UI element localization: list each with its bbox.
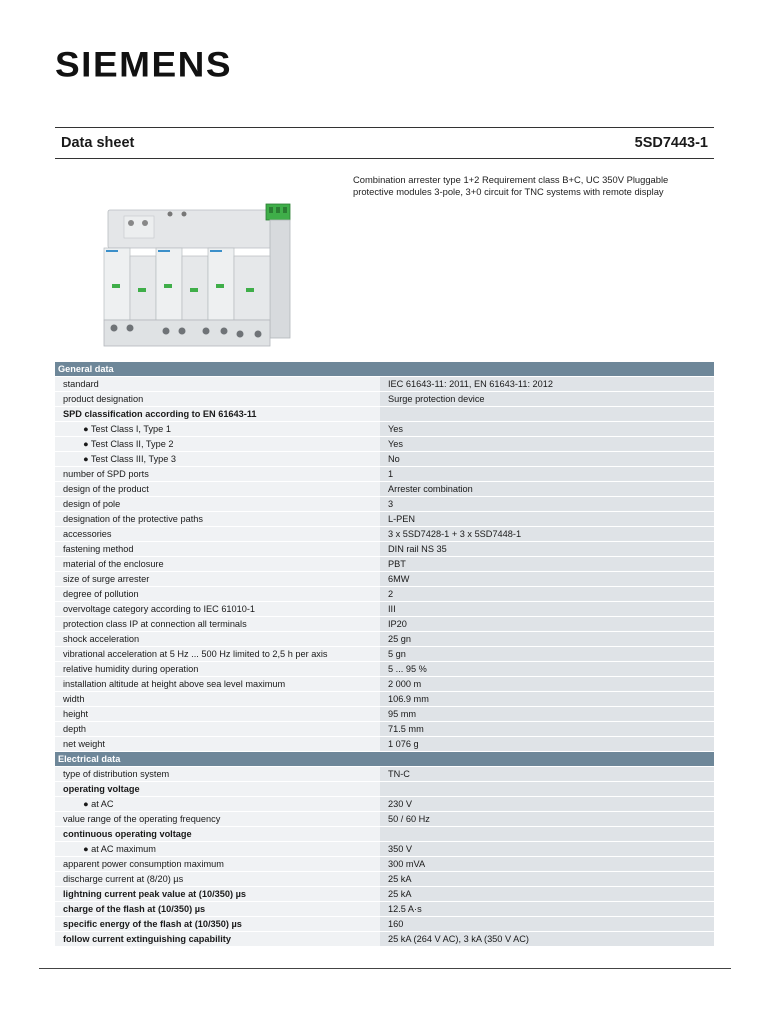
footer-divider xyxy=(39,968,731,969)
spec-label: charge of the flash at (10/350) µs xyxy=(55,902,380,916)
spec-value: 1 076 g xyxy=(380,737,714,751)
table-row xyxy=(55,527,714,541)
spec-label: height xyxy=(55,707,380,721)
spec-label: ● Test Class I, Type 1 xyxy=(55,422,380,436)
spec-label: fastening method xyxy=(55,542,380,556)
table-row xyxy=(55,812,714,826)
spec-value: 106.9 mm xyxy=(380,692,714,706)
spec-value: 5 ... 95 % xyxy=(380,662,714,676)
table-row xyxy=(55,407,714,421)
spec-value: 25 gn xyxy=(380,632,714,646)
spec-value: 12.5 A·s xyxy=(380,902,714,916)
table-row xyxy=(55,707,714,721)
table-row xyxy=(55,797,714,811)
table-row xyxy=(55,827,714,841)
spec-value: 230 V xyxy=(380,797,714,811)
spec-value: 25 kA xyxy=(380,872,714,886)
spec-label: width xyxy=(55,692,380,706)
spec-label: shock acceleration xyxy=(55,632,380,646)
spec-label: ● at AC maximum xyxy=(55,842,380,856)
product-image xyxy=(100,200,300,360)
spec-value: No xyxy=(380,452,714,466)
spec-label: relative humidity during operation xyxy=(55,662,380,676)
spec-value: III xyxy=(380,602,714,616)
spec-label: design of the product xyxy=(55,482,380,496)
spec-value: 3 x 5SD7428-1 + 3 x 5SD7448-1 xyxy=(380,527,714,541)
spec-value: L-PEN xyxy=(380,512,714,526)
table-row xyxy=(55,392,714,406)
spec-value xyxy=(380,407,714,421)
spec-value: Yes xyxy=(380,422,714,436)
spec-label: specific energy of the flash at (10/350) µs xyxy=(55,917,380,931)
spec-value: 95 mm xyxy=(380,707,714,721)
spec-value: 5 gn xyxy=(380,647,714,661)
spec-value: Yes xyxy=(380,437,714,451)
table-row xyxy=(55,932,714,946)
spec-value: 2 000 m xyxy=(380,677,714,691)
table-row xyxy=(55,887,714,901)
spec-value: 2 xyxy=(380,587,714,601)
table-row xyxy=(55,737,714,751)
spec-value: 25 kA xyxy=(380,887,714,901)
table-row xyxy=(55,842,714,856)
spec-value: IEC 61643-11: 2011, EN 61643-11: 2012 xyxy=(380,377,714,391)
spec-value: 71.5 mm xyxy=(380,722,714,736)
spec-label: installation altitude at height above sea level maximum xyxy=(55,677,380,691)
table-row xyxy=(55,602,714,616)
spec-label: lightning current peak value at (10/350) µs xyxy=(55,887,380,901)
table-row xyxy=(55,902,714,916)
spec-table xyxy=(55,361,714,947)
spec-label: material of the enclosure xyxy=(55,557,380,571)
spec-value xyxy=(380,782,714,796)
spec-label: product designation xyxy=(55,392,380,406)
table-row xyxy=(55,512,714,526)
spec-label: apparent power consumption maximum xyxy=(55,857,380,871)
spec-label: ● Test Class II, Type 2 xyxy=(55,437,380,451)
spec-value: IP20 xyxy=(380,617,714,631)
spec-label: discharge current at (8/20) µs xyxy=(55,872,380,886)
spec-value: 25 kA (264 V AC), 3 kA (350 V AC) xyxy=(380,932,714,946)
spec-value xyxy=(380,827,714,841)
spec-value: 3 xyxy=(380,497,714,511)
spec-value: Surge protection device xyxy=(380,392,714,406)
table-row xyxy=(55,617,714,631)
table-row xyxy=(55,692,714,706)
spec-label: net weight xyxy=(55,737,380,751)
spec-label: type of distribution system xyxy=(55,767,380,781)
spec-value: 300 mVA xyxy=(380,857,714,871)
table-row xyxy=(55,377,714,391)
spec-label: vibrational acceleration at 5 Hz ... 500 Hz limited to 2,5 h per axis xyxy=(55,647,380,661)
spec-value: 50 / 60 Hz xyxy=(380,812,714,826)
spec-label: number of SPD ports xyxy=(55,467,380,481)
table-row xyxy=(55,587,714,601)
spec-value: TN-C xyxy=(380,767,714,781)
table-row xyxy=(55,482,714,496)
table-row xyxy=(55,782,714,796)
section-title: General data xyxy=(55,362,714,376)
table-row xyxy=(55,437,714,451)
spec-label: overvoltage category according to IEC 61010-1 xyxy=(55,602,380,616)
spec-label: ● at AC xyxy=(55,797,380,811)
table-row xyxy=(55,857,714,871)
spec-value: Arrester combination xyxy=(380,482,714,496)
spec-label: continuous operating voltage xyxy=(55,827,380,841)
section-title: Electrical data xyxy=(55,752,714,766)
spec-label: value range of the operating frequency xyxy=(55,812,380,826)
spec-value: 6MW xyxy=(380,572,714,586)
table-row xyxy=(55,542,714,556)
table-row xyxy=(55,497,714,511)
table-row xyxy=(55,467,714,481)
table-row xyxy=(55,917,714,931)
table-row xyxy=(55,662,714,676)
part-number: 5SD7443-1 xyxy=(634,135,708,151)
spec-value: 160 xyxy=(380,917,714,931)
table-row xyxy=(55,872,714,886)
doc-type-title: Data sheet xyxy=(61,135,135,151)
spec-label: accessories xyxy=(55,527,380,541)
siemens-logo: SIEMENS xyxy=(55,45,233,84)
spec-label: design of pole xyxy=(55,497,380,511)
title-bar xyxy=(55,127,714,159)
table-row xyxy=(55,422,714,436)
table-row xyxy=(55,572,714,586)
spec-label: protection class IP at connection all terminals xyxy=(55,617,380,631)
section-header xyxy=(55,362,714,376)
spec-label: follow current extinguishing capability xyxy=(55,932,380,946)
spec-label: size of surge arrester xyxy=(55,572,380,586)
table-row xyxy=(55,677,714,691)
spec-value: 350 V xyxy=(380,842,714,856)
product-description: Combination arrester type 1+2 Requirement class B+C, UC 350V Pluggable protective modules 3-pole, 3+0 circuit for TNC systems with remote display xyxy=(353,174,669,197)
table-row xyxy=(55,452,714,466)
table-row xyxy=(55,557,714,571)
spec-label: ● Test Class III, Type 3 xyxy=(55,452,380,466)
spec-value: DIN rail NS 35 xyxy=(380,542,714,556)
spec-label: standard xyxy=(55,377,380,391)
section-header xyxy=(55,752,714,766)
spec-label: operating voltage xyxy=(55,782,380,796)
table-row xyxy=(55,722,714,736)
spec-label: degree of pollution xyxy=(55,587,380,601)
spec-label: designation of the protective paths xyxy=(55,512,380,526)
table-row xyxy=(55,632,714,646)
table-row xyxy=(55,767,714,781)
spec-value: 1 xyxy=(380,467,714,481)
spec-label: depth xyxy=(55,722,380,736)
spec-label: SPD classification according to EN 61643-11 xyxy=(55,407,380,421)
spec-value: PBT xyxy=(380,557,714,571)
table-row xyxy=(55,647,714,661)
